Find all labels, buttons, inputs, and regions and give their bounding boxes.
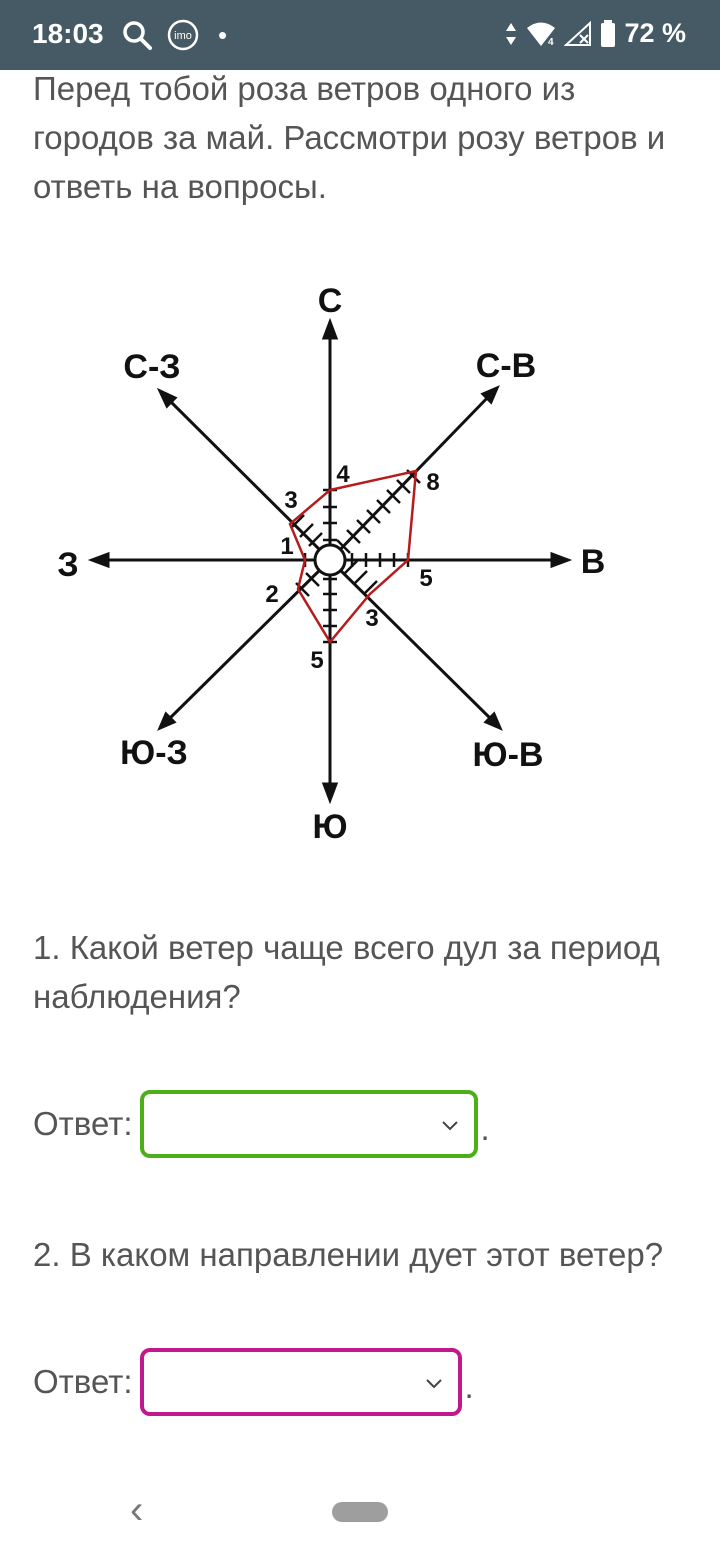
value-w: 1 (280, 533, 294, 560)
value-n: 4 (336, 461, 350, 488)
tick-marks (291, 470, 420, 642)
label-n: С (317, 282, 343, 320)
answer-label-1: Ответ: (33, 1105, 133, 1142)
search-icon (122, 20, 152, 50)
chevron-down-icon (424, 1374, 444, 1394)
label-s: Ю (312, 808, 348, 846)
answer-row-2 (33, 1348, 474, 1416)
axis-sw (165, 560, 330, 723)
battery-percent: 72 % (624, 18, 686, 48)
answer-suffix-1: . (480, 1110, 490, 1147)
value-se: 3 (365, 605, 379, 632)
question-2-text: 2. В каком направлении дует этот ветер? (33, 1236, 664, 1273)
svg-text:4: 4 (548, 36, 555, 47)
arrow-n (324, 322, 336, 338)
status-bar (0, 0, 720, 70)
answer-suffix-2: . (464, 1368, 474, 1405)
signal-icon (564, 21, 592, 47)
intro-text: Перед тобой роза ветров одного из городов за май. Рассмотри розу ветров и ответь на вопросы. (33, 70, 666, 205)
wifi-icon (526, 21, 556, 47)
answer-select-2[interactable] (140, 1348, 462, 1416)
center-circle (315, 545, 345, 575)
value-ne: 8 (426, 469, 440, 496)
imo-icon (166, 18, 200, 52)
label-nw: С-З (123, 348, 181, 386)
value-sw: 2 (265, 581, 279, 608)
axis-nw (165, 396, 330, 560)
value-s: 5 (310, 647, 324, 674)
answer-label-2: Ответ: (33, 1363, 133, 1400)
label-sw: Ю-З (120, 734, 188, 772)
wind-rose-diagram (0, 270, 720, 850)
battery-icon (600, 20, 616, 48)
label-se: Ю-В (472, 736, 544, 774)
system-nav-bar (0, 1470, 720, 1560)
label-e: В (580, 543, 606, 581)
back-button[interactable]: ‹ (130, 1488, 144, 1532)
notification-dot: • (218, 19, 228, 50)
answer-select-1[interactable] (140, 1090, 478, 1158)
status-time: 18:03 (32, 18, 104, 49)
label-ne: С-В (475, 347, 537, 385)
chevron-down-icon (440, 1116, 460, 1136)
value-e: 5 (419, 565, 433, 592)
arrow-e (552, 554, 568, 566)
svg-text:imo: imo (174, 30, 192, 42)
answer-row-1 (33, 1090, 490, 1158)
arrow-w (92, 554, 108, 566)
question-1-text: 1. Какой ветер чаще всего дул за период наблюдения? (33, 929, 660, 1015)
arrow-s (324, 784, 336, 800)
value-nw: 3 (284, 487, 298, 514)
label-w: З (57, 546, 79, 584)
home-pill[interactable] (332, 1502, 388, 1522)
data-arrows-icon (504, 21, 518, 47)
